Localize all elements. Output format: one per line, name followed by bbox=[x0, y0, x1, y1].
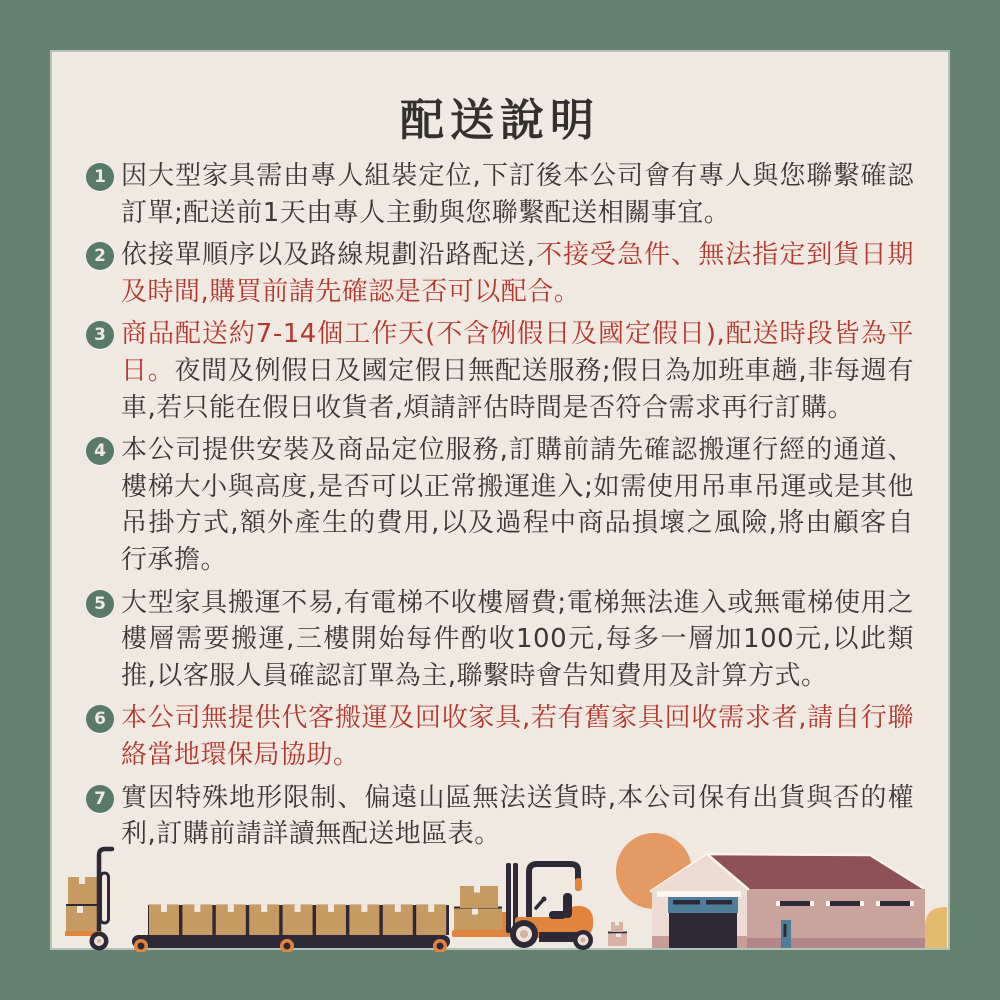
note-segment: 不接受急件、無法指定到貨日期及時間,購買前請先確認是否可以配合。 bbox=[121, 240, 914, 307]
delivery-scene-illustration bbox=[52, 820, 948, 952]
item-number-badge: 1 bbox=[86, 163, 114, 191]
note-text bbox=[121, 700, 914, 773]
warehouse-wall bbox=[747, 889, 925, 938]
item-number-badge: 4 bbox=[86, 437, 114, 465]
item-number-badge: 6 bbox=[86, 705, 114, 733]
item-number-badge: 5 bbox=[86, 590, 114, 618]
note-text bbox=[121, 316, 914, 426]
sand-mound-icon bbox=[925, 907, 947, 948]
list-item bbox=[86, 432, 914, 578]
note-segment: 商品配送約7-14個工作天(不含例假日及國定假日),配送時段皆為平日。 bbox=[121, 319, 914, 386]
warehouse-icon bbox=[651, 854, 947, 948]
list-item bbox=[86, 700, 914, 773]
note-text bbox=[121, 237, 914, 310]
note-segment: 實因特殊地形限制、偏遠山區無法送貨時,本公司保有出貨與否的權利,訂購前請詳讀無配送地區表。 bbox=[121, 782, 914, 850]
garage-door-icon bbox=[669, 913, 737, 948]
note-segment: 本公司提供安裝及商品定位服務,訂購前請先確認搬運行經的通道、樓梯大小與高度,是否可以正常搬運進入;如需使用吊車吊運或是其他吊掛方式,額外產生的費用,以及過程中商品損壞之風險,將由顧客自行承擔。 bbox=[121, 435, 914, 575]
page-title: 配送說明 bbox=[400, 95, 600, 146]
list-item bbox=[86, 316, 914, 426]
delivery-notes-list bbox=[86, 158, 914, 859]
warehouse-window-slits bbox=[776, 901, 914, 906]
hand-truck-icon bbox=[65, 849, 112, 951]
note-text bbox=[121, 432, 914, 578]
note-text bbox=[121, 158, 914, 231]
note-segment: 依接單順序以及路線規劃沿路配送, bbox=[121, 240, 536, 271]
garage-door-header bbox=[668, 897, 738, 913]
note-segment: 夜間及例假日及國定假日無配送服務;假日為加班車趟,非每週有車,若只能在假日收貨者,煩請評估時間是否符合需求再行訂購。 bbox=[121, 355, 914, 423]
note-segment: 本公司無提供代客搬運及回收家具,若有舊家具回收需求者,請自行聯絡當地環保局協助。 bbox=[121, 703, 914, 770]
wheel-icon bbox=[90, 932, 109, 951]
item-number-badge: 2 bbox=[86, 242, 114, 270]
wheel-icon bbox=[573, 930, 593, 950]
note-text bbox=[121, 585, 914, 695]
fork-icon bbox=[452, 930, 510, 937]
list-item bbox=[86, 585, 914, 695]
conveyor-belt-icon bbox=[132, 904, 450, 952]
small-box-stack-icon bbox=[608, 922, 627, 946]
note-segment: 因大型家具需由專人組裝定位,下訂後本公司會有專人與您聯繫確認訂單;配送前1天由專人主動與您聯繫配送相關事宜。 bbox=[121, 161, 914, 228]
note-segment: 大型家具搬運不易,有電梯不收樓層費;電梯無法進入或無電梯使用之樓層需要搬運,三樓開始每件酌收100元,每多一層加100元,以此類推,以客服人員確認訂單為主,聯繫時會告知費用及計算方式。 bbox=[121, 587, 914, 691]
item-number-badge: 7 bbox=[86, 785, 114, 813]
forklift-icon bbox=[452, 863, 593, 950]
wheel-icon bbox=[510, 920, 538, 948]
list-item bbox=[86, 158, 914, 231]
mast-icon bbox=[506, 863, 511, 933]
list-item bbox=[86, 237, 914, 310]
item-number-badge: 3 bbox=[86, 321, 114, 349]
delivery-info-card bbox=[52, 52, 948, 948]
